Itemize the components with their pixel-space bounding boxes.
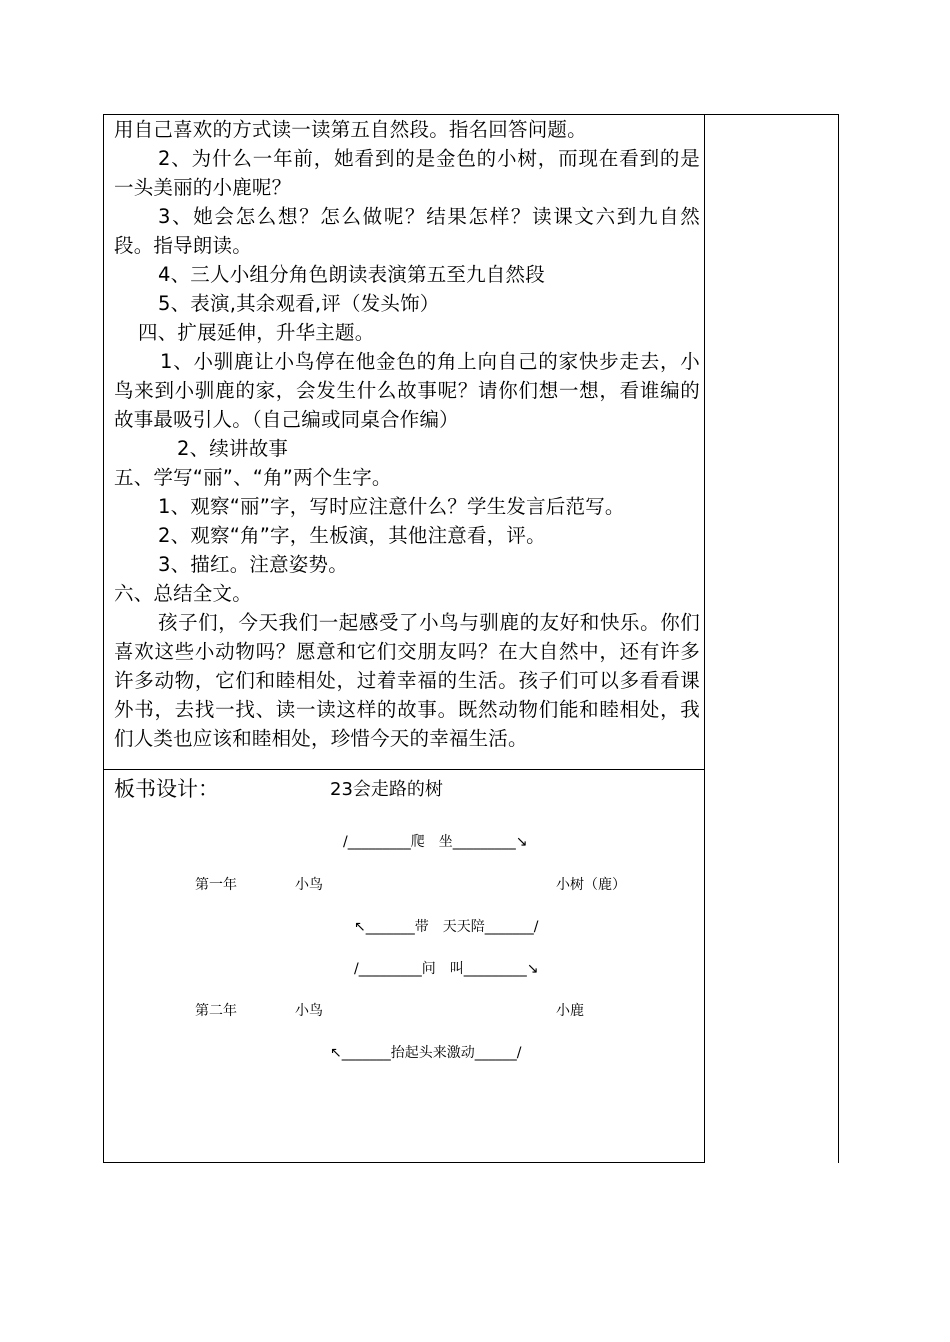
table-left-border bbox=[103, 114, 104, 1163]
lesson-paragraph: 用自己喜欢的方式读一读第五自然段。指名回答问题。 bbox=[114, 118, 587, 141]
lesson-paragraph: 1、小驯鹿让小鸟停在他金色的角上向自己的家快步走去，小鸟来到小驯鹿的家，会发生什么故事呢？请你们想一想，看谁编的故事最吸引人。（自己编或同桌合作编） bbox=[114, 350, 700, 431]
board-row2-year: 第二年 bbox=[195, 1003, 237, 1019]
section-heading: 六、总结全文。 bbox=[114, 582, 252, 605]
lesson-paragraph: 5、表演,其余观看,评（发头饰） bbox=[158, 292, 440, 315]
table-bottom-border bbox=[103, 1162, 705, 1163]
section-heading: 四、扩展延伸，升华主题。 bbox=[138, 321, 375, 344]
board-design-label: 板书设计： bbox=[114, 777, 219, 801]
board-design-title: 23会走路的树 bbox=[330, 779, 443, 800]
lesson-paragraph: 2、为什么一年前，她看到的是金色的小树，而现在看到的是一头美丽的小鹿呢？ bbox=[114, 147, 700, 199]
lesson-paragraph: 3、她会怎么想？怎么做呢？结果怎样？读课文六到九自然段。指导朗读。 bbox=[114, 205, 700, 257]
lesson-paragraph: 4、三人小组分角色朗读表演第五至九自然段 bbox=[158, 263, 545, 286]
lesson-paragraph: 3、描红。注意姿势。 bbox=[158, 553, 348, 576]
row-divider bbox=[103, 769, 705, 770]
board-row1-right: 小树（鹿） bbox=[556, 877, 626, 893]
lesson-paragraph: 2、续讲故事 bbox=[177, 437, 289, 460]
lesson-paragraph: 1、观察“丽”字，写时应注意什么？学生发言后范写。 bbox=[158, 495, 625, 518]
section-heading: 五、学写“丽”、“角”两个生字。 bbox=[114, 466, 392, 489]
board-row2-right: 小鹿 bbox=[556, 1003, 584, 1019]
board-row2-left: 小鸟 bbox=[295, 1003, 323, 1019]
table-middle-border bbox=[704, 114, 705, 1163]
board-row1-year: 第一年 bbox=[195, 877, 237, 893]
lesson-paragraph: 2、观察“角”字，生板演，其他注意看，评。 bbox=[158, 524, 546, 547]
lesson-paragraph: 孩子们，今天我们一起感受了小鸟与驯鹿的友好和快乐。你们喜欢这些小动物吗？愿意和它们交朋友吗？在大自然中，还有许多许多动物，它们和睦相处，过着幸福的生活。孩子们可以多看看课外书，去找一找、读一读这样的故事。既然动物们能和睦相处，我们人类也应该和睦相处，珍惜今天的幸福生活。 bbox=[114, 611, 700, 750]
board-row1-top-arrow: /_________爬 坐_________↘ bbox=[343, 834, 528, 850]
board-row1-left: 小鸟 bbox=[295, 877, 323, 893]
board-row2-top-arrow: /_________问 叫_________↘ bbox=[354, 961, 539, 977]
table-right-border bbox=[838, 114, 839, 1163]
lesson-procedure bbox=[114, 115, 700, 753]
board-row1-bottom-arrow: ↖_______带 天天陪_______/ bbox=[354, 919, 539, 935]
board-row2-bottom-arrow: ↖_______抬起头来激动______/ bbox=[330, 1045, 522, 1061]
